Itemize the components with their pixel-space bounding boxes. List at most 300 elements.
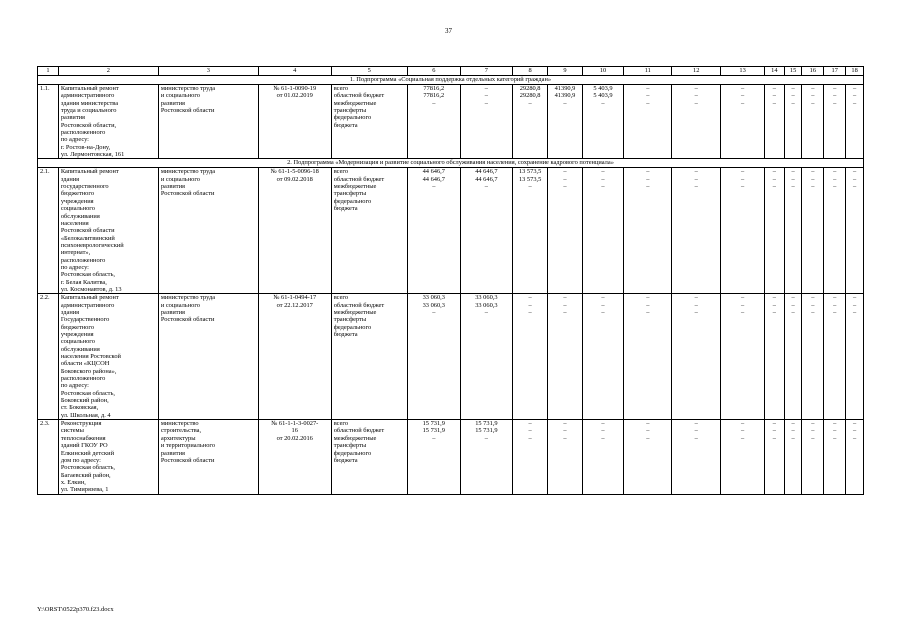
amount-value: – [484,183,488,191]
amount-value: – [791,420,795,428]
subprogram-row [38,159,864,168]
amount-value: – [740,308,745,316]
amount-cell [721,294,765,420]
object-name-line: Елкинский детский [60,449,114,457]
object-name-line: административного [60,92,115,100]
column-number: 3 [158,67,258,76]
amount-cell [784,420,802,494]
object-name-line: здания [60,308,80,316]
funding-source-line: областной бюджет [333,301,385,309]
amount-value: – [432,434,436,442]
customer-name-line: строительства, [160,427,202,435]
amount-value: – [811,420,815,428]
amount-value: – [852,308,857,316]
object-name-line: расположенного [60,256,106,264]
funding-source-line: областной бюджет [333,175,385,183]
object-name-line: Капитальный ремонт [60,294,119,302]
object-name-line: Багаевский район, [60,471,111,479]
column-number: 6 [407,67,460,76]
amount-value: – [811,92,815,100]
expertise-document-line: № 61-1-0090-19 [273,85,317,92]
column-number: 9 [548,67,582,76]
amount-value: – [740,301,745,309]
column-number: 8 [512,67,547,76]
amount-value: – [772,99,776,107]
amount-value: – [833,175,837,183]
amount-cell [846,420,864,494]
expertise-document-line: от 01.02.2019 [276,92,313,100]
object-name-line: бюджетного [60,190,95,198]
funding-source-line: межбюджетные [333,99,377,107]
amount-value: 13 573,5 [518,175,542,183]
object-name-line: Боковского района», [60,367,117,375]
amount-value: – [852,85,857,92]
amount-value: – [852,168,857,176]
object-name-line: населения [60,219,89,227]
amount-cell [721,85,765,159]
column-number-row [38,67,864,76]
amount-value: – [833,301,837,309]
column-number: 13 [721,67,765,76]
amount-value: 15 731,9 [422,420,445,428]
amount-cell [460,168,512,294]
amount-value: – [646,420,650,428]
expertise-document [258,420,331,494]
amount-value: 44 646,7 [422,168,445,176]
customer-name-line: Ростовской области [160,107,215,115]
row-number: 2.1. [38,168,59,294]
amount-cell [624,420,672,494]
amount-value: – [791,434,795,442]
object-name-line: интернат», [60,249,91,257]
amount-cell [512,168,547,294]
funding-source-line: федерального [333,114,372,122]
amount-value: – [791,308,795,316]
amount-cell [764,294,784,420]
amount-value: 13 573,5 [518,168,542,176]
amount-value: – [528,99,532,107]
customer-name-line: развития [160,308,185,316]
amount-cell [846,168,864,294]
object-name-line: обслуживания [60,345,100,353]
amount-value: – [694,168,698,176]
amount-cell [407,168,460,294]
column-number: 14 [764,67,784,76]
amount-cell [548,85,582,159]
funding-source [331,85,407,159]
funding-source-line: трансферты [333,316,367,324]
amount-value: – [563,168,567,176]
funding-source-line: бюджета [333,456,358,464]
amount-cell [672,168,721,294]
amount-cell [407,294,460,420]
amount-value: – [740,434,745,442]
amount-value: – [772,92,776,100]
object-name-line: Государственного [60,316,110,324]
object-name-line: обслуживания [60,212,100,220]
amount-value: – [772,183,776,191]
amount-value: – [646,308,650,316]
amount-value: – [811,183,815,191]
amount-value: – [646,92,650,100]
amount-cell [624,85,672,159]
amount-value: – [740,183,745,191]
amount-value: – [563,301,567,309]
amount-value: – [601,301,605,309]
funding-source-line: всего [333,420,349,428]
amount-value: 29280,8 [519,92,541,100]
object-name-line: области «КЦСОН [60,360,110,368]
amount-value: 77816,2 [423,85,445,92]
customer-name [158,420,258,494]
amount-value: – [694,308,698,316]
amount-value: 29280,8 [519,85,541,92]
object-name-line: учреждения [60,197,94,205]
customer-name-line: и территориального [160,442,216,450]
object-name-line: Капитальный ремонт [60,85,119,92]
amount-value: – [791,99,795,107]
amount-cell [512,294,547,420]
funding-source-line: трансферты [333,190,367,198]
amount-cell [764,420,784,494]
amount-value: – [528,427,532,435]
amount-value: – [791,301,795,309]
expertise-document-line: 16 [291,427,298,435]
object-name-line: учреждения [60,331,94,338]
object-name-line: расположенного [60,129,106,137]
amount-cell [460,294,512,420]
object-name-line: здания [60,175,80,183]
amount-value: – [432,183,436,191]
column-number: 7 [460,67,512,76]
amount-cell [548,168,582,294]
amount-value: – [811,99,815,107]
amount-value: – [694,183,698,191]
amount-value: – [646,85,650,92]
amount-value: – [646,294,650,302]
funding-source-line: межбюджетные [333,308,377,316]
row-number: 2.2. [38,294,59,420]
object-name-line: Ростовская область, [60,464,115,472]
amount-cell [846,85,864,159]
amount-value: – [484,92,488,100]
amount-value: – [563,175,567,183]
amount-value: – [811,308,815,316]
object-name-line: по адресу: [60,136,89,144]
funding-source [331,294,407,420]
amount-value: – [646,427,650,435]
amount-value: – [791,175,795,183]
object-name-line: административного [60,301,115,309]
object-name-line: теплоснабжения [60,434,106,442]
amount-cell [824,168,846,294]
column-number: 5 [331,67,407,76]
object-name-line: социального [60,205,95,213]
amount-cell [824,420,846,494]
amount-value: – [646,99,650,107]
amount-value: – [563,183,567,191]
object-name [58,420,158,494]
amount-value: – [740,294,745,302]
amount-value: – [772,175,776,183]
expertise-document-line: от 22.12.2017 [276,301,313,309]
amount-value: – [772,434,776,442]
object-name-line: г. Белая Калитва, [60,278,107,286]
object-name-line: Боковский район, [60,397,109,405]
amount-value: – [740,99,745,107]
amount-value: – [791,168,795,176]
object-name-line: населения Ростовской [60,353,121,361]
customer-name-line: архитектуры [160,434,196,442]
amount-value: – [811,175,815,183]
funding-source-line: федерального [333,449,372,457]
amount-cell [582,85,624,159]
column-number: 17 [824,67,846,76]
table-row [38,294,864,420]
amount-value: – [563,420,567,428]
amount-value: – [833,434,837,442]
amount-value: 33 060,3 [422,294,445,302]
amount-value: – [601,183,605,191]
customer-name-line: министерство [160,420,199,428]
amount-value: 41390,9 [554,92,576,100]
object-name-line: ул. Школьная, д. 4 [60,411,111,419]
amount-value: – [432,99,436,107]
amount-value: 77816,2 [423,92,445,100]
amount-value: – [833,168,837,176]
amount-value: 15 731,9 [475,427,498,435]
amount-cell [846,294,864,420]
amount-cell [672,294,721,420]
amount-value: 33 060,3 [422,301,445,309]
amount-cell [802,85,824,159]
customer-name-line: министерство труда [160,85,216,92]
amount-value: – [833,183,837,191]
amount-value: – [484,85,488,92]
expertise-document [258,85,331,159]
expertise-document-line: от 20.02.2016 [276,434,313,442]
amount-value: – [772,168,776,176]
funding-source-line: федерального [333,197,372,205]
customer-name [158,168,258,294]
funding-source-line: трансферты [333,107,367,115]
object-name-line: развития [60,114,85,122]
funding-source-line: трансферты [333,442,367,450]
amount-value: – [484,99,488,107]
amount-value: – [601,99,605,107]
amount-value: – [694,434,698,442]
amount-value: – [432,308,436,316]
funding-source-line: бюджета [333,331,358,338]
object-name-line: Реконструкция [60,420,102,428]
amount-cell [460,85,512,159]
amount-value: – [740,175,745,183]
amount-value: – [852,434,857,442]
funding-source-line: бюджета [333,121,358,129]
funding-source [331,420,407,494]
amount-cell [582,168,624,294]
object-name-line: ст. Боковская, [60,404,99,412]
amount-value: – [833,85,837,92]
amount-value: – [563,427,567,435]
object-name-line: ул. Тимирязева, 1 [60,486,109,494]
object-name-line: дом по адресу: [60,456,101,464]
amount-cell [824,85,846,159]
amount-value: – [528,420,532,428]
object-name-line: «Белокалитвинский [60,234,115,242]
page-number: 37 [445,27,452,35]
amount-value: – [646,434,650,442]
column-number: 12 [672,67,721,76]
column-number: 2 [58,67,158,76]
object-name-line: бюджетного [60,323,95,331]
amount-value: – [694,294,698,302]
file-path-footer: Y:\ORST\0522p370.f23.docx [37,606,114,613]
funding-source-line: межбюджетные [333,434,377,442]
object-name-line: Ростовская область, [60,389,115,397]
object-name-line: Ростовская область, [60,271,115,279]
amount-value: – [772,85,776,92]
column-number: 16 [802,67,824,76]
amount-value: – [601,434,605,442]
amount-value: 15 731,9 [422,427,445,435]
subprogram-title: 1. Подпрограмма «Социальная поддержка отдельных категорий граждан» [38,76,864,85]
funding-source-line: бюджета [333,205,358,213]
amount-value: – [811,85,815,92]
object-name-line: здания министерства [60,99,119,107]
amount-value: – [484,308,488,316]
amount-value: – [791,92,795,100]
column-number: 10 [582,67,624,76]
amount-value: – [601,420,605,428]
expertise-document-line: № 61-1-1-3-0027- [271,420,319,428]
amount-value: – [646,168,650,176]
budget-table [37,66,864,495]
amount-value: – [772,294,776,302]
amount-value: – [601,308,605,316]
customer-name-line: Ростовской области [160,316,215,324]
table-row [38,85,864,159]
amount-value: – [563,434,567,442]
funding-source-line: всего [333,168,349,176]
amount-value: – [528,308,532,316]
amount-value: 41390,9 [554,85,576,92]
amount-value: – [852,175,857,183]
amount-value: – [694,175,698,183]
funding-source-line: всего [333,294,349,302]
row-number: 1.1. [38,85,59,159]
amount-cell [784,294,802,420]
amount-cell [548,420,582,494]
funding-source-line: областной бюджет [333,92,385,100]
customer-name-line: Ростовской области [160,456,215,464]
amount-value: – [694,420,698,428]
funding-source [331,168,407,294]
amount-value: – [811,294,815,302]
amount-value: – [772,308,776,316]
amount-cell [512,85,547,159]
amount-value: – [772,301,776,309]
object-name [58,168,158,294]
object-name-line: расположенного [60,375,106,383]
amount-value: – [833,92,837,100]
funding-source-line: межбюджетные [333,183,377,191]
expertise-document-line: № 61-1-0494-17 [273,294,317,302]
customer-name-line: министерство труда [160,168,216,176]
amount-cell [764,168,784,294]
subprogram-title: 2. Подпрограмма «Модернизация и развитие социального обслуживания населения, сохранение кадрового потенциала» [38,159,864,168]
amount-cell [624,294,672,420]
amount-value: – [563,294,567,302]
amount-value: – [740,420,745,428]
amount-cell [582,420,624,494]
amount-value: – [740,85,745,92]
amount-value: – [601,168,605,176]
customer-name-line: Ростовской области [160,190,215,198]
column-number: 11 [624,67,672,76]
amount-cell [721,168,765,294]
amount-cell [582,294,624,420]
object-name [58,85,158,159]
amount-value: – [791,85,795,92]
column-number: 4 [258,67,331,76]
amount-cell [548,294,582,420]
customer-name-line: и социального [160,175,200,183]
column-number: 18 [846,67,864,76]
object-name-line: г. Ростов-на-Дону, [60,143,111,151]
amount-value: – [528,301,532,309]
row-number: 2.3. [38,420,59,494]
amount-cell [784,168,802,294]
amount-value: – [772,420,776,428]
customer-name-line: развития [160,183,185,191]
amount-value: – [791,294,795,302]
amount-cell [672,85,721,159]
amount-value: – [563,99,567,107]
amount-value: – [852,92,857,100]
amount-value: – [563,308,567,316]
customer-name-line: и социального [160,301,200,309]
amount-cell [624,168,672,294]
object-name [58,294,158,420]
amount-value: – [740,168,745,176]
amount-value: – [646,183,650,191]
amount-value: 15 731,9 [475,420,498,428]
amount-cell [802,294,824,420]
funding-source-line: всего [333,85,349,92]
amount-value: 44 646,7 [475,175,498,183]
amount-value: – [694,301,698,309]
amount-cell [460,420,512,494]
amount-value: – [484,434,488,442]
amount-value: 44 646,7 [475,168,498,176]
amount-value: – [694,99,698,107]
column-number: 1 [38,67,59,76]
amount-value: – [833,308,837,316]
amount-value: – [833,294,837,302]
amount-value: – [833,420,837,428]
amount-value: – [852,294,857,302]
amount-value: – [646,175,650,183]
object-name-line: зданий ГКОУ РО [60,442,108,450]
amount-value: – [646,301,650,309]
amount-value: – [528,294,532,302]
amount-value: – [694,85,698,92]
amount-cell [784,85,802,159]
expertise-document [258,294,331,420]
amount-value: – [852,427,857,435]
amount-value: – [528,434,532,442]
